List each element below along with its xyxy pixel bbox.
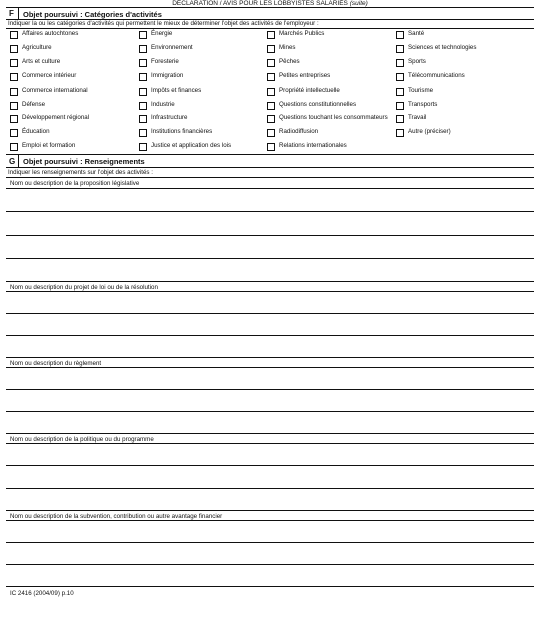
category-checkbox-label: Sports [408,58,426,66]
category-checkbox-row[interactable] [267,44,296,53]
category-checkbox[interactable] [267,59,275,67]
category-checkbox[interactable] [396,31,404,39]
category-checkbox-row[interactable] [10,87,88,96]
category-checkbox[interactable] [10,129,18,137]
category-checkbox[interactable] [396,73,404,81]
category-checkbox-label: Industrie [151,101,175,109]
category-checkbox[interactable] [396,59,404,67]
category-checkbox-label: Radiodiffusion [279,128,319,136]
form-header [0,0,540,7]
category-checkbox[interactable] [396,45,404,53]
category-checkbox-row[interactable] [10,128,50,137]
category-checkbox-row[interactable] [267,128,318,137]
category-checkbox-label: Commerce international [22,87,88,95]
section-f-letter: F [9,9,14,18]
category-checkbox-label: Petites entreprises [279,72,331,80]
category-checkbox-row[interactable] [139,101,175,110]
category-checkbox[interactable] [396,115,404,123]
category-checkbox-row[interactable] [396,44,476,53]
form-footer [10,590,74,597]
field-regulation-line-2[interactable] [6,411,534,412]
category-checkbox[interactable] [139,143,147,151]
category-checkbox-row[interactable] [10,72,76,81]
category-checkbox[interactable] [10,31,18,39]
category-checkbox[interactable] [267,88,275,96]
category-checkbox-label: Transports [408,101,438,109]
category-checkbox-row[interactable] [267,87,340,96]
footer-page-number: p.10 [61,590,74,597]
category-checkbox-row[interactable] [10,114,89,123]
category-checkbox[interactable] [267,115,275,123]
category-checkbox[interactable] [267,102,275,110]
category-checkbox-label: Pêches [279,58,300,66]
category-checkbox[interactable] [10,115,18,123]
category-checkbox-row[interactable] [396,30,424,39]
category-checkbox-row[interactable] [396,87,433,96]
section-g-title: Objet poursuivi : Renseignements [23,157,145,166]
category-checkbox-label: Santé [408,30,425,38]
section-g-heading [6,155,534,168]
field-policy-program-rule [6,443,534,444]
category-checkbox-row[interactable] [10,44,52,53]
category-checkbox-label: Emploi et formation [22,142,76,150]
category-checkbox[interactable] [139,102,147,110]
field-legislative-proposal-line-1[interactable] [6,211,534,212]
field-legislative-proposal-label: Nom ou description de la proposition législative [10,180,140,187]
category-checkbox-label: Travail [408,114,427,122]
category-checkbox[interactable] [139,129,147,137]
category-checkbox-label: Sciences et technologies [408,44,477,52]
category-checkbox[interactable] [10,59,18,67]
category-checkbox-label: Relations internationales [279,142,347,150]
category-checkbox[interactable] [10,102,18,110]
category-checkbox-label: Agriculture [22,44,52,52]
field-grant-line-1[interactable] [6,542,534,543]
category-checkbox[interactable] [267,31,275,39]
category-checkbox[interactable] [139,88,147,96]
category-checkbox-label: Propriété intellectuelle [279,87,340,95]
category-checkbox-row[interactable] [139,44,193,53]
category-checkbox-row[interactable] [139,58,179,67]
category-checkbox-label: Mines [279,44,296,52]
category-checkbox[interactable] [267,73,275,81]
section-f-instruction: Indiquer la ou les catégories d'activités qui permettent le mieux de déterminer l'objet des activités de l'employeur : [8,20,319,27]
field-legislative-proposal-line-3[interactable] [6,258,534,259]
category-checkbox-label: Immigration [151,72,184,80]
category-checkbox-label: Environnement [151,44,193,52]
section-g-instruction-rule [6,177,534,178]
form-header-title: DÉCLARATION / AVIS POUR LES LOBBYISTES SALARIÉS [172,0,348,7]
category-checkbox-row[interactable] [267,142,347,151]
category-checkbox-label: Foresterie [151,58,179,66]
section-f-instruction-rule [6,28,534,29]
category-checkbox[interactable] [267,45,275,53]
category-checkbox[interactable] [10,45,18,53]
field-grant-label: Nom ou description de la subvention, contribution ou autre avantage financier [10,513,223,520]
category-checkbox[interactable] [396,102,404,110]
category-checkbox-row[interactable] [396,72,465,81]
field-regulation-line-3[interactable] [6,433,534,434]
category-checkbox-label: Affaires autochtones [22,30,79,38]
section-f-divider [18,8,19,19]
category-checkbox-row[interactable] [139,142,231,151]
field-bill-resolution-label: Nom ou description du projet de loi ou de la résolution [10,284,158,291]
category-checkbox-row[interactable] [267,101,356,110]
category-checkbox-row[interactable] [139,114,187,123]
category-checkbox-row[interactable] [396,101,437,110]
category-checkbox-label: Marchés Publics [279,30,325,38]
field-bill-resolution-line-3[interactable] [6,357,534,358]
field-legislative-proposal-line-4[interactable] [6,281,534,282]
section-g-instruction: Indiquer les renseignements sur l'objet des activités : [8,169,153,176]
category-checkbox-row[interactable] [139,72,183,81]
category-checkbox-row[interactable] [139,128,212,137]
section-g-letter: G [9,156,16,166]
category-checkbox-row[interactable] [10,142,75,151]
category-checkbox[interactable] [10,73,18,81]
category-checkbox-label: Commerce intérieur [22,72,77,80]
category-checkbox[interactable] [139,45,147,53]
category-checkbox-label: Autre (préciser) [408,128,451,136]
category-checkbox-row[interactable] [10,30,78,39]
category-checkbox-label: Énergie [151,30,173,38]
category-checkbox-row[interactable] [396,128,451,137]
field-regulation-rule [6,367,534,368]
field-policy-program-line-2[interactable] [6,488,534,489]
category-checkbox-row[interactable] [10,101,45,110]
field-policy-program-line-3[interactable] [6,510,534,511]
category-checkbox[interactable] [396,88,404,96]
category-checkbox[interactable] [139,115,147,123]
section-f-heading [6,8,534,20]
category-checkbox-label: Éducation [22,128,50,136]
category-checkbox-label: Questions constitutionnelles [279,101,357,109]
field-bill-resolution-rule [6,291,534,292]
category-checkbox-label: Justice et application des lois [151,142,232,150]
category-checkbox-row[interactable] [396,58,426,67]
field-bill-resolution-line-2[interactable] [6,335,534,336]
category-checkbox-label: Défense [22,101,46,109]
field-grant-rule [6,520,534,521]
category-checkbox-label: Télécommunications [408,72,465,80]
field-regulation-line-1[interactable] [6,389,534,390]
category-checkbox-row[interactable] [10,58,60,67]
category-checkbox-label: Arts et culture [22,58,61,66]
category-checkbox[interactable] [267,143,275,151]
category-checkbox-label: Infrastructure [151,114,188,122]
category-checkbox-label: Questions touchant les consommateurs [279,114,388,122]
field-regulation-label: Nom ou description du règlement [10,360,102,367]
field-legislative-proposal-rule [6,188,534,189]
category-checkbox-row[interactable] [267,58,300,67]
category-checkbox[interactable] [139,59,147,67]
category-checkbox-row[interactable] [267,30,324,39]
field-grant-line-3[interactable] [6,586,534,587]
category-checkbox-row[interactable] [267,114,389,123]
category-checkbox[interactable] [396,129,404,137]
category-checkbox[interactable] [139,31,147,39]
category-checkbox[interactable] [10,88,18,96]
category-checkbox-row[interactable] [267,72,330,81]
category-checkbox[interactable] [10,143,18,151]
category-checkbox[interactable] [267,129,275,137]
field-grant-line-2[interactable] [6,564,534,565]
field-legislative-proposal-line-2[interactable] [6,235,534,236]
category-checkbox-label: Institutions financières [151,128,213,136]
category-checkbox-row[interactable] [396,114,426,123]
section-g-divider [18,155,19,167]
category-checkbox-row[interactable] [139,87,201,96]
section-f-title: Objet poursuivi : Catégories d'activités [23,9,162,19]
field-policy-program-label: Nom ou description de la politique ou du programme [10,436,154,443]
category-checkbox-label: Impôts et finances [151,87,202,95]
category-checkbox-row[interactable] [139,30,172,39]
field-policy-program-line-1[interactable] [6,465,534,466]
footer-form-code: IC 2416 (2004/09) [10,590,60,597]
category-checkbox[interactable] [139,73,147,81]
form-header-suffix: (suite) [349,0,368,7]
category-checkbox-label: Tourisme [408,87,434,95]
field-bill-resolution-line-1[interactable] [6,313,534,314]
category-checkbox-label: Développement régional [22,114,90,122]
